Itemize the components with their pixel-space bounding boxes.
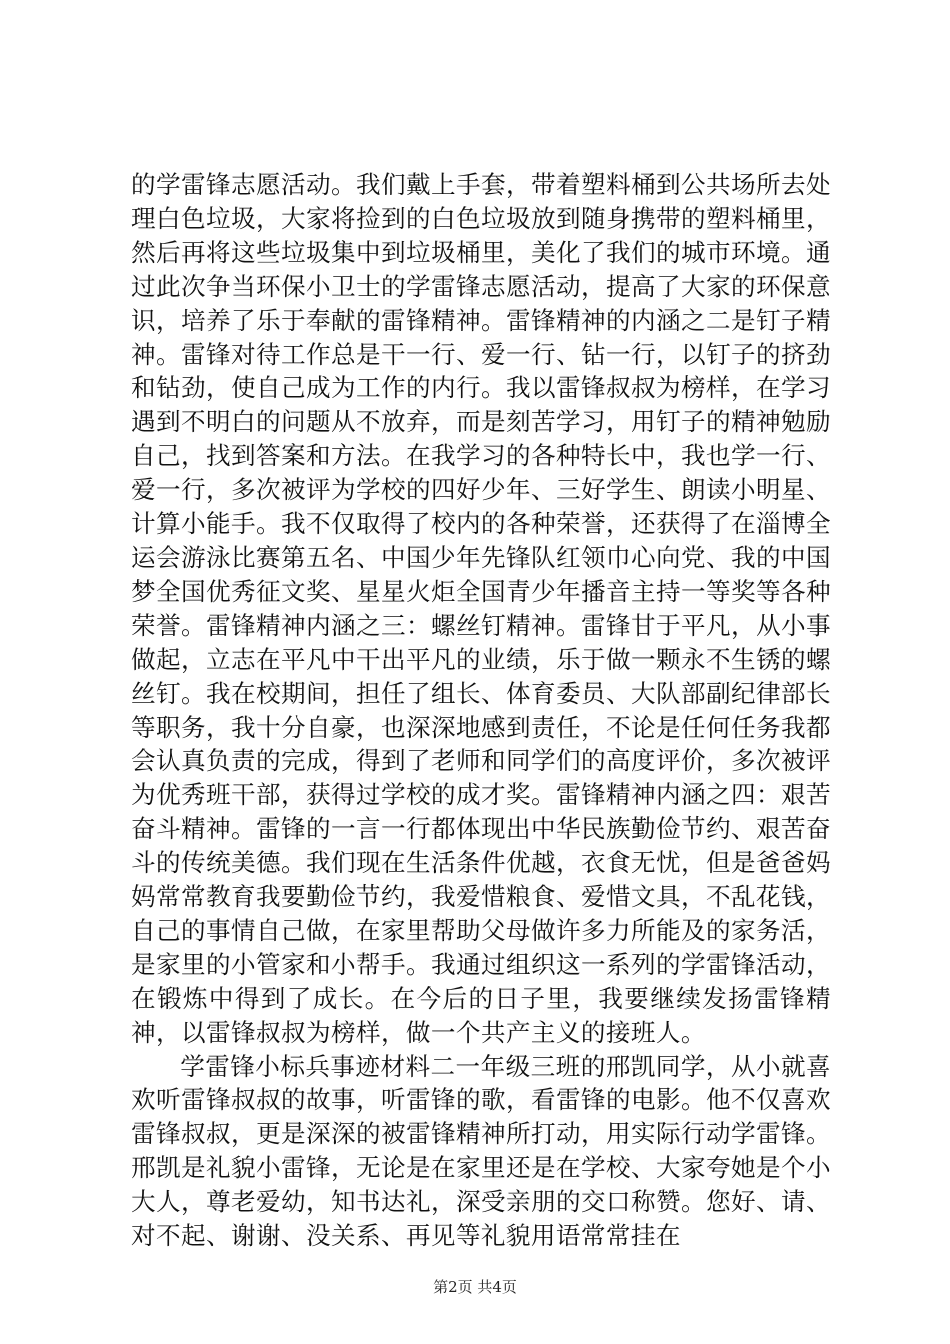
paragraph-1: 的学雷锋志愿活动。我们戴上手套，带着塑料桶到公共场所去处理白色垃圾，大家将捡到的白色垃圾放到随身携带的塑料桶里，然后再将这些垃圾集中到垃圾桶里，美化了我们的城市环境。通过此次争当环保小卫士的学雷锋志愿活动，提高了大家的环保意识，培养了乐于奉献的雷锋精神。雷锋精神的内涵之二是钉子精神。雷锋对待工作总是干一行、爱一行、钻一行，以钉子的挤劲和钻劲，使自己成为工作的内行。我以雷锋叔叔为榜样，在学习遇到不明白的问题从不放弃，而是刻苦学习，用钉子的精神勉励自己，找到答案和方法。在我学习的各种特长中，我也学一行、爱一行，多次被评为学校的四好少年、三好学生、朗读小明星、计算小能手。我不仅取得了校内的各种荣誉，还获得了在淄博全运会游泳比赛第五名、中国少年先锋队红领巾心向党、我的中国梦全国优秀征文奖、星星火炬全国青少年播音主持一等奖等各种荣誉。雷锋精神内涵之三：螺丝钉精神。雷锋甘于平凡，从小事做起，立志在平凡中干出平凡的业绩，乐于做一颗永不生锈的螺丝钉。我在校期间，担任了组长、体育委员、大队部副纪律部长等职务，我十分自豪，也深深地感到责任，不论是任何任务我都会认真负责的完成，得到了老师和同学们的高度评价，多次被评为优秀班干部，获得过学校的成才奖。雷锋精神内涵之四：艰苦奋斗精神。雷锋的一言一行都体现出中华民族勤俭节约、艰苦奋斗的传统美德。我们现在生活条件优越，衣食无忧，但是爸爸妈妈常常教育我要勤俭节约，我爱惜粮食、爱惜文具，不乱花钱，自己的事情自己做，在家里帮助父母做许多力所能及的家务活，是家里的小管家和小帮手。我通过组织这一系列的学雷锋活动，在锻炼中得到了成长。在今后的日子里，我要继续发扬雷锋精神，以雷锋叔叔为榜样，做一个共产主义的接班人。 [131, 170, 831, 1047]
paragraph-2: 学雷锋小标兵事迹材料二一年级三班的邢凯同学，从小就喜欢听雷锋叔叔的故事，听雷锋的歌，看雷锋的电影。他不仅喜欢雷锋叔叔，更是深深的被雷锋精神所打动，用实际行动学雷锋。邢凯是礼貌小雷锋，无论是在家里还是在学校、大家夸她是个小大人，尊老爱幼，知书达礼，深受亲朋的交口称赞。您好、请、对不起、谢谢、没关系、再见等礼貌用语常常挂在 [131, 1051, 831, 1251]
document-body [131, 168, 831, 1253]
page-footer: 第2页 共4页 [433, 1278, 517, 1296]
